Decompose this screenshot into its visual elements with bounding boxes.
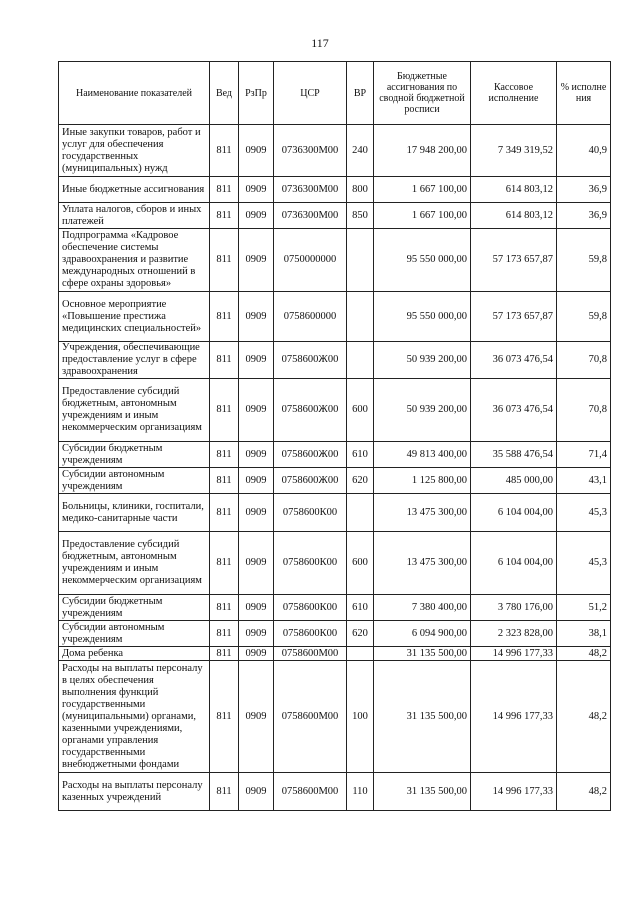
row-budget: 1 125 800,00 — [374, 468, 471, 494]
table-row — [59, 342, 611, 379]
row-vr: 600 — [347, 532, 374, 595]
table-row — [59, 125, 611, 177]
table-row — [59, 292, 611, 342]
row-name: Предоставление субсидий бюджетным, автономным учреждениям и иным некоммерческим организациям — [59, 379, 210, 442]
row-csr: 0758600К00 — [274, 621, 347, 647]
row-pct: 36,9 — [557, 203, 611, 229]
row-budget: 13 475 300,00 — [374, 532, 471, 595]
table-row — [59, 468, 611, 494]
row-ved: 811 — [210, 773, 239, 811]
row-budget: 1 667 100,00 — [374, 177, 471, 203]
row-ved: 811 — [210, 647, 239, 661]
row-csr: 0758600Ж00 — [274, 342, 347, 379]
row-ved: 811 — [210, 621, 239, 647]
row-ved: 811 — [210, 595, 239, 621]
row-cash: 14 996 177,33 — [471, 773, 557, 811]
table-row — [59, 647, 611, 661]
table-row — [59, 595, 611, 621]
page-number: 117 — [311, 36, 329, 50]
row-rzpr: 0909 — [239, 229, 274, 292]
row-budget: 49 813 400,00 — [374, 442, 471, 468]
row-vr: 100 — [347, 661, 374, 773]
row-name: Основное мероприятие «Повышение престижа медицинских специальностей» — [59, 292, 210, 342]
table-header-row — [59, 62, 611, 125]
row-budget: 31 135 500,00 — [374, 647, 471, 661]
row-rzpr: 0909 — [239, 292, 274, 342]
row-csr: 0758600М00 — [274, 647, 347, 661]
row-cash: 57 173 657,87 — [471, 292, 557, 342]
row-csr: 0736300М00 — [274, 125, 347, 177]
row-pct: 45,3 — [557, 494, 611, 532]
row-cash: 36 073 476,54 — [471, 379, 557, 442]
row-ved: 811 — [210, 342, 239, 379]
row-name: Субсидии автономным учреждениям — [59, 468, 210, 494]
row-vr — [347, 494, 374, 532]
row-ved: 811 — [210, 177, 239, 203]
table-row — [59, 177, 611, 203]
row-name: Субсидии бюджетным учреждениям — [59, 595, 210, 621]
row-name: Дома ребенка — [59, 647, 210, 661]
row-rzpr: 0909 — [239, 494, 274, 532]
row-pct: 38,1 — [557, 621, 611, 647]
row-csr: 0758600К00 — [274, 532, 347, 595]
row-name: Субсидии автономным учреждениям — [59, 621, 210, 647]
row-pct: 51,2 — [557, 595, 611, 621]
row-budget: 31 135 500,00 — [374, 661, 471, 773]
row-csr: 0758600Ж00 — [274, 379, 347, 442]
row-cash: 14 996 177,33 — [471, 661, 557, 773]
row-rzpr: 0909 — [239, 621, 274, 647]
row-rzpr: 0909 — [239, 595, 274, 621]
row-cash: 35 588 476,54 — [471, 442, 557, 468]
row-csr: 0750000000 — [274, 229, 347, 292]
row-name: Иные закупки товаров, работ и услуг для обеспечения государственных (муниципальных) нужд — [59, 125, 210, 177]
row-cash: 614 803,12 — [471, 177, 557, 203]
row-ved: 811 — [210, 125, 239, 177]
row-vr: 620 — [347, 621, 374, 647]
header-cash-execution: Кассовое исполнение — [471, 62, 557, 125]
table-row — [59, 379, 611, 442]
row-rzpr: 0909 — [239, 442, 274, 468]
header-csr: ЦСР — [274, 62, 347, 125]
row-vr: 610 — [347, 442, 374, 468]
row-budget: 50 939 200,00 — [374, 342, 471, 379]
row-ved: 811 — [210, 494, 239, 532]
row-vr — [347, 229, 374, 292]
row-cash: 6 104 004,00 — [471, 532, 557, 595]
row-rzpr: 0909 — [239, 203, 274, 229]
row-budget: 6 094 900,00 — [374, 621, 471, 647]
row-vr: 800 — [347, 177, 374, 203]
row-name: Учреждения, обеспечивающие предоставление услуг в сфере здравоохранения — [59, 342, 210, 379]
header-rzpr: РзПр — [239, 62, 274, 125]
header-vr: ВР — [347, 62, 374, 125]
row-vr: 110 — [347, 773, 374, 811]
row-name: Расходы на выплаты персоналу в целях обеспечения выполнения функций государственными (муниципальными) органами, казенными учреждениями, органами управления государственными внебюджетными фондами — [59, 661, 210, 773]
row-cash: 14 996 177,33 — [471, 647, 557, 661]
row-cash: 6 104 004,00 — [471, 494, 557, 532]
row-pct: 71,4 — [557, 442, 611, 468]
row-rzpr: 0909 — [239, 342, 274, 379]
row-rzpr: 0909 — [239, 647, 274, 661]
row-csr: 0758600К00 — [274, 595, 347, 621]
row-budget: 13 475 300,00 — [374, 494, 471, 532]
row-name: Больницы, клиники, госпитали, медико-санитарные части — [59, 494, 210, 532]
row-vr: 600 — [347, 379, 374, 442]
table-row — [59, 621, 611, 647]
row-rzpr: 0909 — [239, 661, 274, 773]
row-name: Расходы на выплаты персоналу казенных учреждений — [59, 773, 210, 811]
row-ved: 811 — [210, 379, 239, 442]
row-budget: 1 667 100,00 — [374, 203, 471, 229]
row-csr: 0758600М00 — [274, 773, 347, 811]
row-rzpr: 0909 — [239, 532, 274, 595]
table-row — [59, 442, 611, 468]
row-csr: 0758600Ж00 — [274, 468, 347, 494]
row-pct: 48,2 — [557, 661, 611, 773]
header-budget-allocations: Бюджетные ассигнования по сводной бюджетной росписи — [374, 62, 471, 125]
row-pct: 36,9 — [557, 177, 611, 203]
table-row — [59, 532, 611, 595]
row-budget: 95 550 000,00 — [374, 229, 471, 292]
row-cash: 485 000,00 — [471, 468, 557, 494]
table-row — [59, 773, 611, 811]
row-name: Субсидии бюджетным учреждениям — [59, 442, 210, 468]
row-vr — [347, 647, 374, 661]
row-vr: 620 — [347, 468, 374, 494]
row-budget: 95 550 000,00 — [374, 292, 471, 342]
row-name: Предоставление субсидий бюджетным, автономным учреждениям и иным некоммерческим организациям — [59, 532, 210, 595]
row-rzpr: 0909 — [239, 125, 274, 177]
row-vr — [347, 342, 374, 379]
row-name: Уплата налогов, сборов и иных платежей — [59, 203, 210, 229]
row-csr: 0758600000 — [274, 292, 347, 342]
row-pct: 40,9 — [557, 125, 611, 177]
table-row — [59, 494, 611, 532]
row-ved: 811 — [210, 229, 239, 292]
row-vr — [347, 292, 374, 342]
row-cash: 7 349 319,52 — [471, 125, 557, 177]
row-rzpr: 0909 — [239, 468, 274, 494]
table-row — [59, 203, 611, 229]
row-csr: 0736300М00 — [274, 177, 347, 203]
row-name: Подпрограмма «Кадровое обеспечение системы здравоохранения и развитие международных отношений в сфере охраны здоровья» — [59, 229, 210, 292]
row-budget: 7 380 400,00 — [374, 595, 471, 621]
row-csr: 0758600М00 — [274, 661, 347, 773]
row-ved: 811 — [210, 203, 239, 229]
row-vr: 240 — [347, 125, 374, 177]
row-cash: 2 323 828,00 — [471, 621, 557, 647]
row-rzpr: 0909 — [239, 177, 274, 203]
row-cash: 57 173 657,87 — [471, 229, 557, 292]
header-ved: Вед — [210, 62, 239, 125]
row-pct: 70,8 — [557, 379, 611, 442]
row-pct: 45,3 — [557, 532, 611, 595]
row-csr: 0758600Ж00 — [274, 442, 347, 468]
row-budget: 17 948 200,00 — [374, 125, 471, 177]
header-indicator-name: Наименование показателей — [59, 62, 210, 125]
row-csr: 0758600К00 — [274, 494, 347, 532]
row-cash: 614 803,12 — [471, 203, 557, 229]
table-row — [59, 229, 611, 292]
row-pct: 43,1 — [557, 468, 611, 494]
table-row — [59, 661, 611, 773]
row-ved: 811 — [210, 532, 239, 595]
row-budget: 50 939 200,00 — [374, 379, 471, 442]
row-cash: 36 073 476,54 — [471, 342, 557, 379]
row-rzpr: 0909 — [239, 379, 274, 442]
row-pct: 48,2 — [557, 647, 611, 661]
row-ved: 811 — [210, 468, 239, 494]
row-rzpr: 0909 — [239, 773, 274, 811]
row-vr: 850 — [347, 203, 374, 229]
row-pct: 59,8 — [557, 292, 611, 342]
row-cash: 3 780 176,00 — [471, 595, 557, 621]
budget-execution-table — [58, 61, 611, 811]
header-execution-percent: % исполне ния — [557, 62, 611, 125]
row-pct: 59,8 — [557, 229, 611, 292]
row-vr: 610 — [347, 595, 374, 621]
row-pct: 48,2 — [557, 773, 611, 811]
row-budget: 31 135 500,00 — [374, 773, 471, 811]
row-pct: 70,8 — [557, 342, 611, 379]
row-csr: 0736300М00 — [274, 203, 347, 229]
row-name: Иные бюджетные ассигнования — [59, 177, 210, 203]
row-ved: 811 — [210, 661, 239, 773]
row-ved: 811 — [210, 292, 239, 342]
row-ved: 811 — [210, 442, 239, 468]
